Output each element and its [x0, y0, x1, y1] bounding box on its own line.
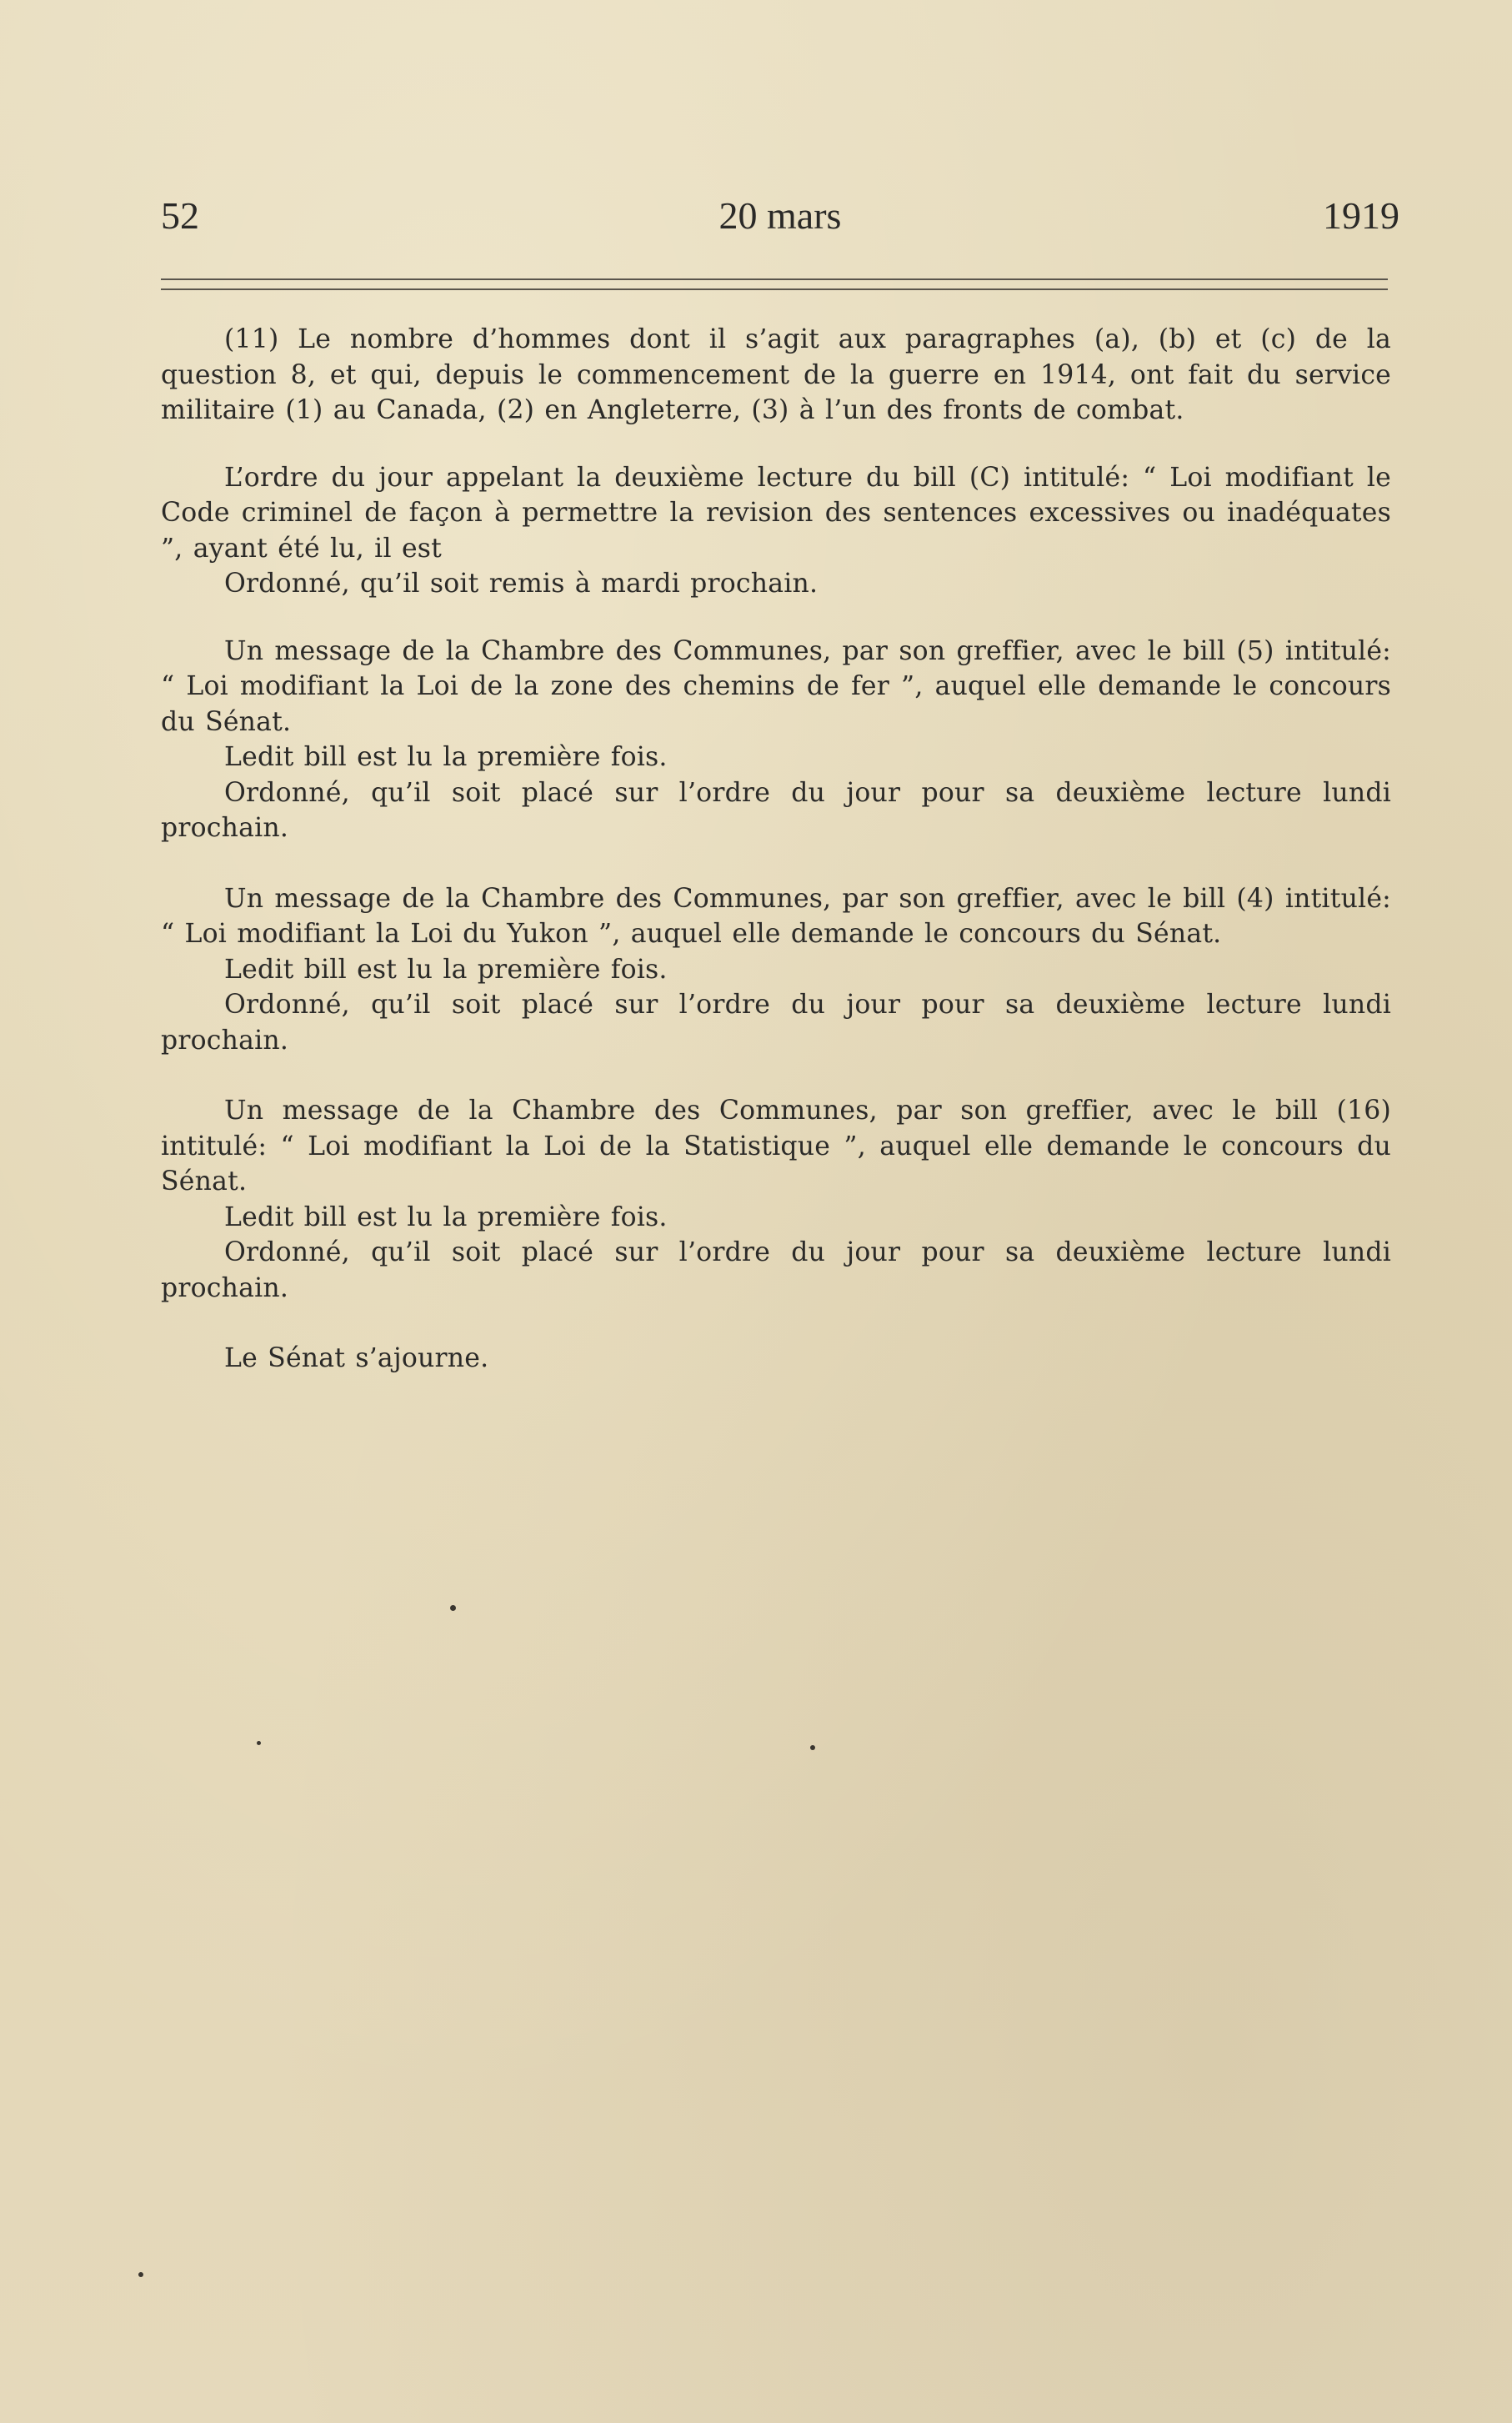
journal-body — [161, 322, 1391, 1377]
paragraph-message-bill-5: Un message de la Chambre des Communes, par son greffier, avec le bill (5) intitulé: “ Loi modifiant la Loi de la zone des chemins de fer ”, auquel elle demande le concours du Sénat. — [161, 635, 1391, 737]
paragraph-first-reading: Ledit bill est lu la première fois. — [224, 742, 668, 772]
paragraph-first-reading: Ledit bill est lu la première fois. — [224, 954, 668, 985]
header-year: 1919 — [1323, 194, 1399, 237]
paragraph-ordered: Ordonné, qu’il soit placé sur l’ordre du jour pour sa deuxième lecture lundi prochain. — [161, 990, 1391, 1056]
paragraph-adjournment: Le Sénat s’ajourne. — [224, 1343, 489, 1373]
paragraph-question-11: (11) Le nombre d’hommes dont il s’agit aux paragraphes (a), (b) et (c) de la question 8, et qui, depuis le commencement de la guerre en 1914, ont fait du service militaire (1) au Canada, (2) en Angleterre, (3) à l’un des fronts de combat. — [161, 324, 1391, 425]
paragraph-order-of-day: L’ordre du jour appelant la deuxième lecture du bill (C) intitulé: “ Loi modifiant le Code criminel de façon à permettre la revision des sentences excessives ou inadéquates ”, ayant été lu, il est — [161, 462, 1391, 564]
page-header — [161, 193, 1399, 252]
paragraph-ordered: Ordonné, qu’il soit placé sur l’ordre du jour pour sa deuxième lecture lundi prochain. — [161, 1237, 1391, 1303]
paragraph-first-reading: Ledit bill est lu la première fois. — [224, 1201, 668, 1232]
paper-speck — [810, 1745, 815, 1750]
paragraph-ordered: Ordonné, qu’il soit remis à mardi prochain. — [224, 569, 819, 599]
paragraph-message-bill-16: Un message de la Chambre des Communes, par son greffier, avec le bill (16) intitulé: “ Loi modifiant la Loi de la Statistique ”, auquel elle demande le concours du Sénat. — [161, 1096, 1391, 1196]
header-date: 20 mars — [718, 194, 842, 237]
paper-speck — [138, 2272, 143, 2277]
paper-speck — [257, 1741, 261, 1745]
page-number: 52 — [161, 194, 199, 237]
paragraph-ordered: Ordonné, qu’il soit placé sur l’ordre du jour pour sa deuxième lecture lundi prochain. — [161, 777, 1391, 843]
paper-speck — [450, 1605, 456, 1611]
header-rule-bottom — [161, 288, 1388, 290]
paragraph-message-bill-4: Un message de la Chambre des Communes, par son greffier, avec le bill (4) intitulé: “ Loi modifiant la Loi du Yukon ”, auquel elle demande le concours du Sénat. — [161, 883, 1391, 949]
header-rule-top — [161, 278, 1388, 280]
